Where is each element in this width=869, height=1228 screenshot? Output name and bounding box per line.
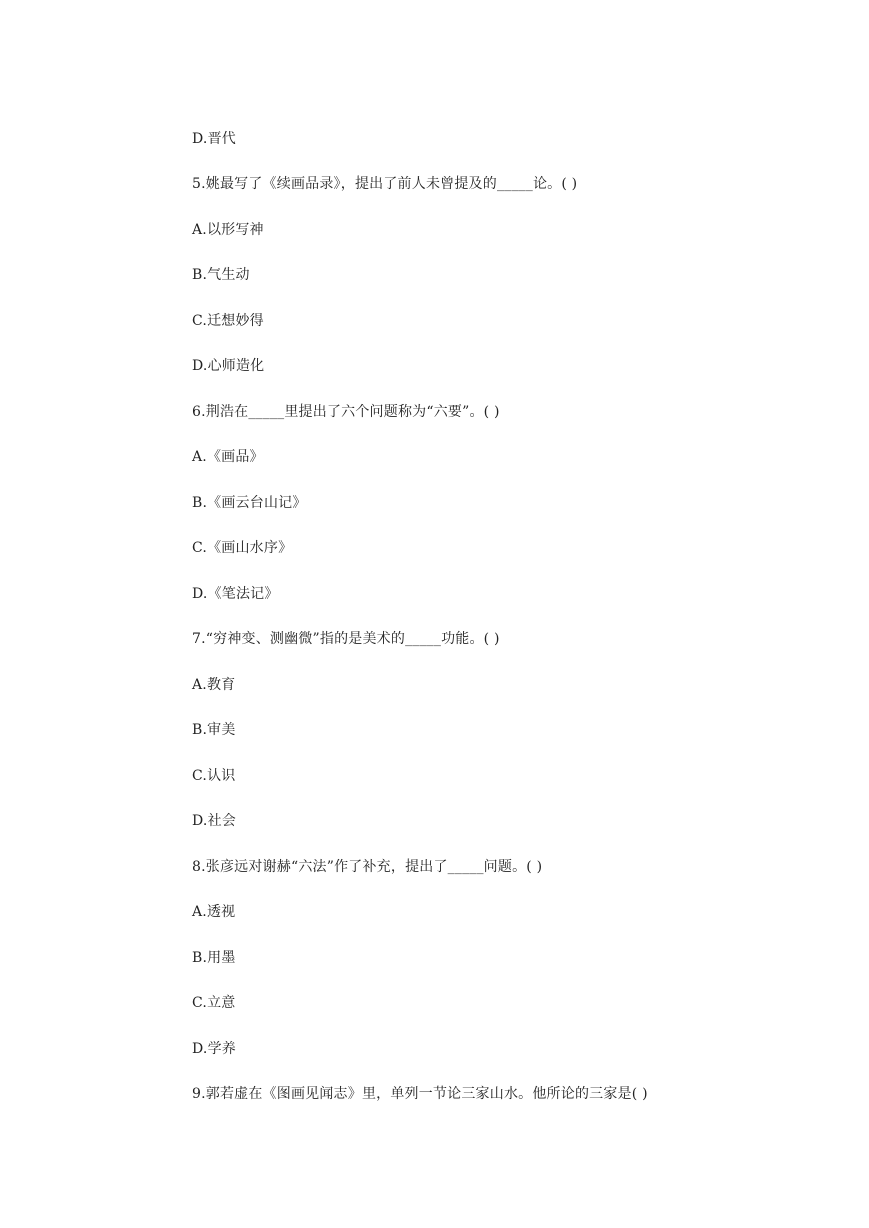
question-5: 5.姚最写了《续画品录》，提出了前人未曾提及的_____论。( ): [192, 176, 578, 192]
question-7: 7.“穷神变、测幽微”指的是美术的_____功能。( ): [192, 631, 500, 647]
option-6d: D.《笔法记》: [192, 586, 279, 602]
option-7c: C.认识: [192, 768, 236, 784]
option-5a: A.以形写神: [192, 222, 264, 238]
option-5d: D.心师造化: [192, 358, 265, 374]
option-8c: C.立意: [192, 995, 236, 1011]
option-7a: A.教育: [192, 677, 236, 693]
option-6b: B.《画云台山记》: [192, 495, 307, 511]
option-8d: D.学养: [192, 1041, 236, 1057]
question-6: 6.荆浩在_____里提出了六个问题称为“六要”。( ): [192, 404, 500, 420]
option-8b: B.用墨: [192, 950, 236, 966]
option-6c: C.《画山水序》: [192, 540, 293, 556]
option-5c: C.迁想妙得: [192, 313, 264, 329]
option-4d: D.晋代: [192, 131, 236, 147]
option-7b: B.审美: [192, 722, 236, 738]
option-8a: A.透视: [192, 904, 236, 920]
option-7d: D.社会: [192, 813, 236, 829]
question-8: 8.张彦远对谢赫“六法”作了补充，提出了_____问题。( ): [192, 859, 543, 875]
option-5b: B.气生动: [192, 267, 250, 283]
option-6a: A.《画品》: [192, 449, 264, 465]
question-9: 9.郭若虚在《图画见闻志》里，单列一节论三家山水。他所论的三家是( ): [192, 1086, 648, 1102]
